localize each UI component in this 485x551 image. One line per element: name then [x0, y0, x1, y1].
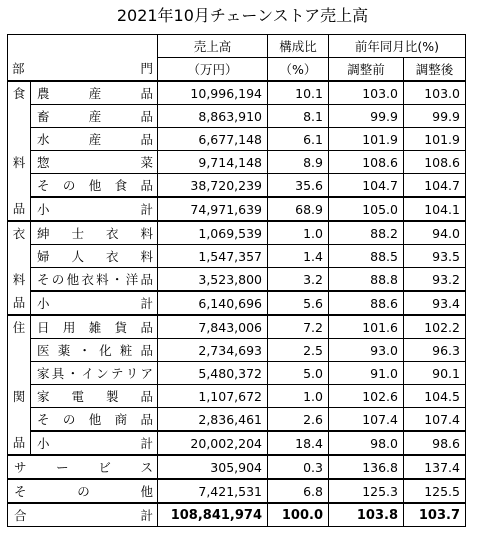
- table-title: 2021年10月チェーンストア売上高: [116, 6, 369, 25]
- yoy-before-cell: 103.8: [329, 503, 404, 527]
- item-name: 婦人衣料: [31, 245, 158, 268]
- yoy-before-cell: 88.8: [329, 268, 404, 292]
- yoy-after-cell: 102.2: [404, 315, 466, 339]
- yoy-before-cell: 105.0: [329, 197, 404, 221]
- category-cell: [8, 105, 31, 128]
- table-row: [8, 315, 466, 339]
- share-cell: 2.6: [268, 408, 329, 432]
- yoy-after-cell: 94.0: [404, 221, 466, 245]
- share-cell: 8.1: [268, 105, 329, 128]
- yoy-before-cell: 136.8: [329, 455, 404, 479]
- yoy-after-cell: 125.5: [404, 479, 466, 503]
- subtotal-row: [8, 291, 466, 315]
- share-cell: 1.0: [268, 221, 329, 245]
- category-cell: 品: [8, 431, 31, 455]
- category-cell: [8, 128, 31, 151]
- sales-cell: 1,107,672: [158, 385, 268, 408]
- yoy-before-cell: 88.2: [329, 221, 404, 245]
- share-cell: 18.4: [268, 431, 329, 455]
- item-name: 日用雑貨品: [31, 315, 158, 339]
- item-name: 小計: [31, 197, 158, 221]
- category-cell: 料: [8, 151, 31, 174]
- yoy-after-cell: 93.2: [404, 268, 466, 292]
- table-row: [8, 362, 466, 385]
- share-cell: 100.0: [268, 503, 329, 527]
- subtotal-row: [8, 431, 466, 455]
- table-row: [8, 221, 466, 245]
- category-cell: 品: [8, 291, 31, 315]
- category-cell: [8, 245, 31, 268]
- share-unit: （%）: [268, 58, 329, 82]
- yoy-before-cell: 107.4: [329, 408, 404, 432]
- header-row-2: [8, 58, 466, 82]
- item-name: 惣菜: [31, 151, 158, 174]
- sales-cell: 108,841,974: [158, 503, 268, 527]
- category-cell: 住: [8, 315, 31, 339]
- sales-cell: 6,140,696: [158, 291, 268, 315]
- sales-cell: 6,677,148: [158, 128, 268, 151]
- sales-cell: 7,843,006: [158, 315, 268, 339]
- yoy-before-cell: 91.0: [329, 362, 404, 385]
- after-header: 調整後: [404, 58, 466, 82]
- item-name: その他衣料・洋品: [31, 268, 158, 292]
- table-row: [8, 339, 466, 362]
- service-label: サービス: [8, 455, 158, 479]
- table-row: [8, 105, 466, 128]
- service-row: [8, 455, 466, 479]
- yoy-after-cell: 96.3: [404, 339, 466, 362]
- item-name: 水産品: [31, 128, 158, 151]
- sales-header: 売上高: [158, 35, 268, 58]
- yoy-before-cell: 108.6: [329, 151, 404, 174]
- yoy-after-cell: 104.7: [404, 174, 466, 198]
- item-name: 小計: [31, 291, 158, 315]
- yoy-before-cell: 102.6: [329, 385, 404, 408]
- sales-cell: 74,971,639: [158, 197, 268, 221]
- share-cell: 5.6: [268, 291, 329, 315]
- subtotal-row: [8, 197, 466, 221]
- table-row: [8, 408, 466, 432]
- yoy-after-cell: 104.5: [404, 385, 466, 408]
- sales-cell: 10,996,194: [158, 81, 268, 105]
- table-row: [8, 151, 466, 174]
- yoy-after-cell: 93.4: [404, 291, 466, 315]
- table-row: [8, 385, 466, 408]
- sales-cell: 2,836,461: [158, 408, 268, 432]
- sales-cell: 38,720,239: [158, 174, 268, 198]
- share-cell: 5.0: [268, 362, 329, 385]
- dept-header-top: [8, 35, 158, 58]
- sales-cell: 9,714,148: [158, 151, 268, 174]
- yoy-after-cell: 104.1: [404, 197, 466, 221]
- table-row: [8, 268, 466, 292]
- sales-cell: 3,523,800: [158, 268, 268, 292]
- sales-unit: （万円）: [158, 58, 268, 82]
- share-cell: 6.1: [268, 128, 329, 151]
- category-cell: 食: [8, 81, 31, 105]
- table-row: [8, 128, 466, 151]
- table-row: [8, 174, 466, 198]
- yoy-before-cell: 88.5: [329, 245, 404, 268]
- sales-table: [7, 34, 466, 527]
- yoy-after-cell: 98.6: [404, 431, 466, 455]
- yoy-after-cell: 93.5: [404, 245, 466, 268]
- item-name: 紳士衣料: [31, 221, 158, 245]
- yoy-after-cell: 107.4: [404, 408, 466, 432]
- share-cell: 1.4: [268, 245, 329, 268]
- yoy-after-cell: 99.9: [404, 105, 466, 128]
- share-cell: 0.3: [268, 455, 329, 479]
- item-name: 家具・インテリア: [31, 362, 158, 385]
- share-cell: 3.2: [268, 268, 329, 292]
- yoy-after-cell: 90.1: [404, 362, 466, 385]
- share-cell: 6.8: [268, 479, 329, 503]
- yoy-before-cell: 99.9: [329, 105, 404, 128]
- category-cell: 関: [8, 385, 31, 408]
- sales-cell: 20,002,204: [158, 431, 268, 455]
- share-cell: 35.6: [268, 174, 329, 198]
- header-row-1: [8, 35, 466, 58]
- category-cell: [8, 362, 31, 385]
- yoy-before-cell: 103.0: [329, 81, 404, 105]
- yoy-before-cell: 104.7: [329, 174, 404, 198]
- share-cell: 10.1: [268, 81, 329, 105]
- share-cell: 7.2: [268, 315, 329, 339]
- category-cell: [8, 339, 31, 362]
- other-row: [8, 479, 466, 503]
- item-name: その他商品: [31, 408, 158, 432]
- sales-cell: 1,547,357: [158, 245, 268, 268]
- category-cell: [8, 408, 31, 432]
- share-cell: 1.0: [268, 385, 329, 408]
- item-name: 医薬・化粧品: [31, 339, 158, 362]
- item-name: 農産品: [31, 81, 158, 105]
- yoy-after-cell: 137.4: [404, 455, 466, 479]
- yoy-after-cell: 103.0: [404, 81, 466, 105]
- sales-cell: 8,863,910: [158, 105, 268, 128]
- share-header: 構成比: [268, 35, 329, 58]
- yoy-before-cell: 125.3: [329, 479, 404, 503]
- item-name: その他食品: [31, 174, 158, 198]
- yoy-after-cell: 108.6: [404, 151, 466, 174]
- table-row: [8, 245, 466, 268]
- sales-cell: 305,904: [158, 455, 268, 479]
- table-row: [8, 81, 466, 105]
- dept-header-left: 部: [8, 58, 31, 82]
- category-cell: 品: [8, 197, 31, 221]
- yoy-after-cell: 103.7: [404, 503, 466, 527]
- item-name: 小計: [31, 431, 158, 455]
- other-label: その他: [8, 479, 158, 503]
- share-cell: 8.9: [268, 151, 329, 174]
- category-cell: 料: [8, 268, 31, 292]
- yoy-before-cell: 101.9: [329, 128, 404, 151]
- yoy-after-cell: 101.9: [404, 128, 466, 151]
- category-cell: 衣: [8, 221, 31, 245]
- before-header: 調整前: [329, 58, 404, 82]
- yoy-header: 前年同月比(%): [329, 35, 466, 58]
- sales-cell: 7,421,531: [158, 479, 268, 503]
- yoy-before-cell: 88.6: [329, 291, 404, 315]
- yoy-before-cell: 93.0: [329, 339, 404, 362]
- total-label: 合計: [8, 503, 158, 527]
- dept-header-right: 門: [31, 58, 158, 82]
- category-cell: [8, 174, 31, 198]
- sales-cell: 5,480,372: [158, 362, 268, 385]
- total-row: [8, 503, 466, 527]
- item-name: 畜産品: [31, 105, 158, 128]
- sales-cell: 2,734,693: [158, 339, 268, 362]
- share-cell: 2.5: [268, 339, 329, 362]
- yoy-before-cell: 101.6: [329, 315, 404, 339]
- sales-cell: 1,069,539: [158, 221, 268, 245]
- share-cell: 68.9: [268, 197, 329, 221]
- item-name: 家電製品: [31, 385, 158, 408]
- yoy-before-cell: 98.0: [329, 431, 404, 455]
